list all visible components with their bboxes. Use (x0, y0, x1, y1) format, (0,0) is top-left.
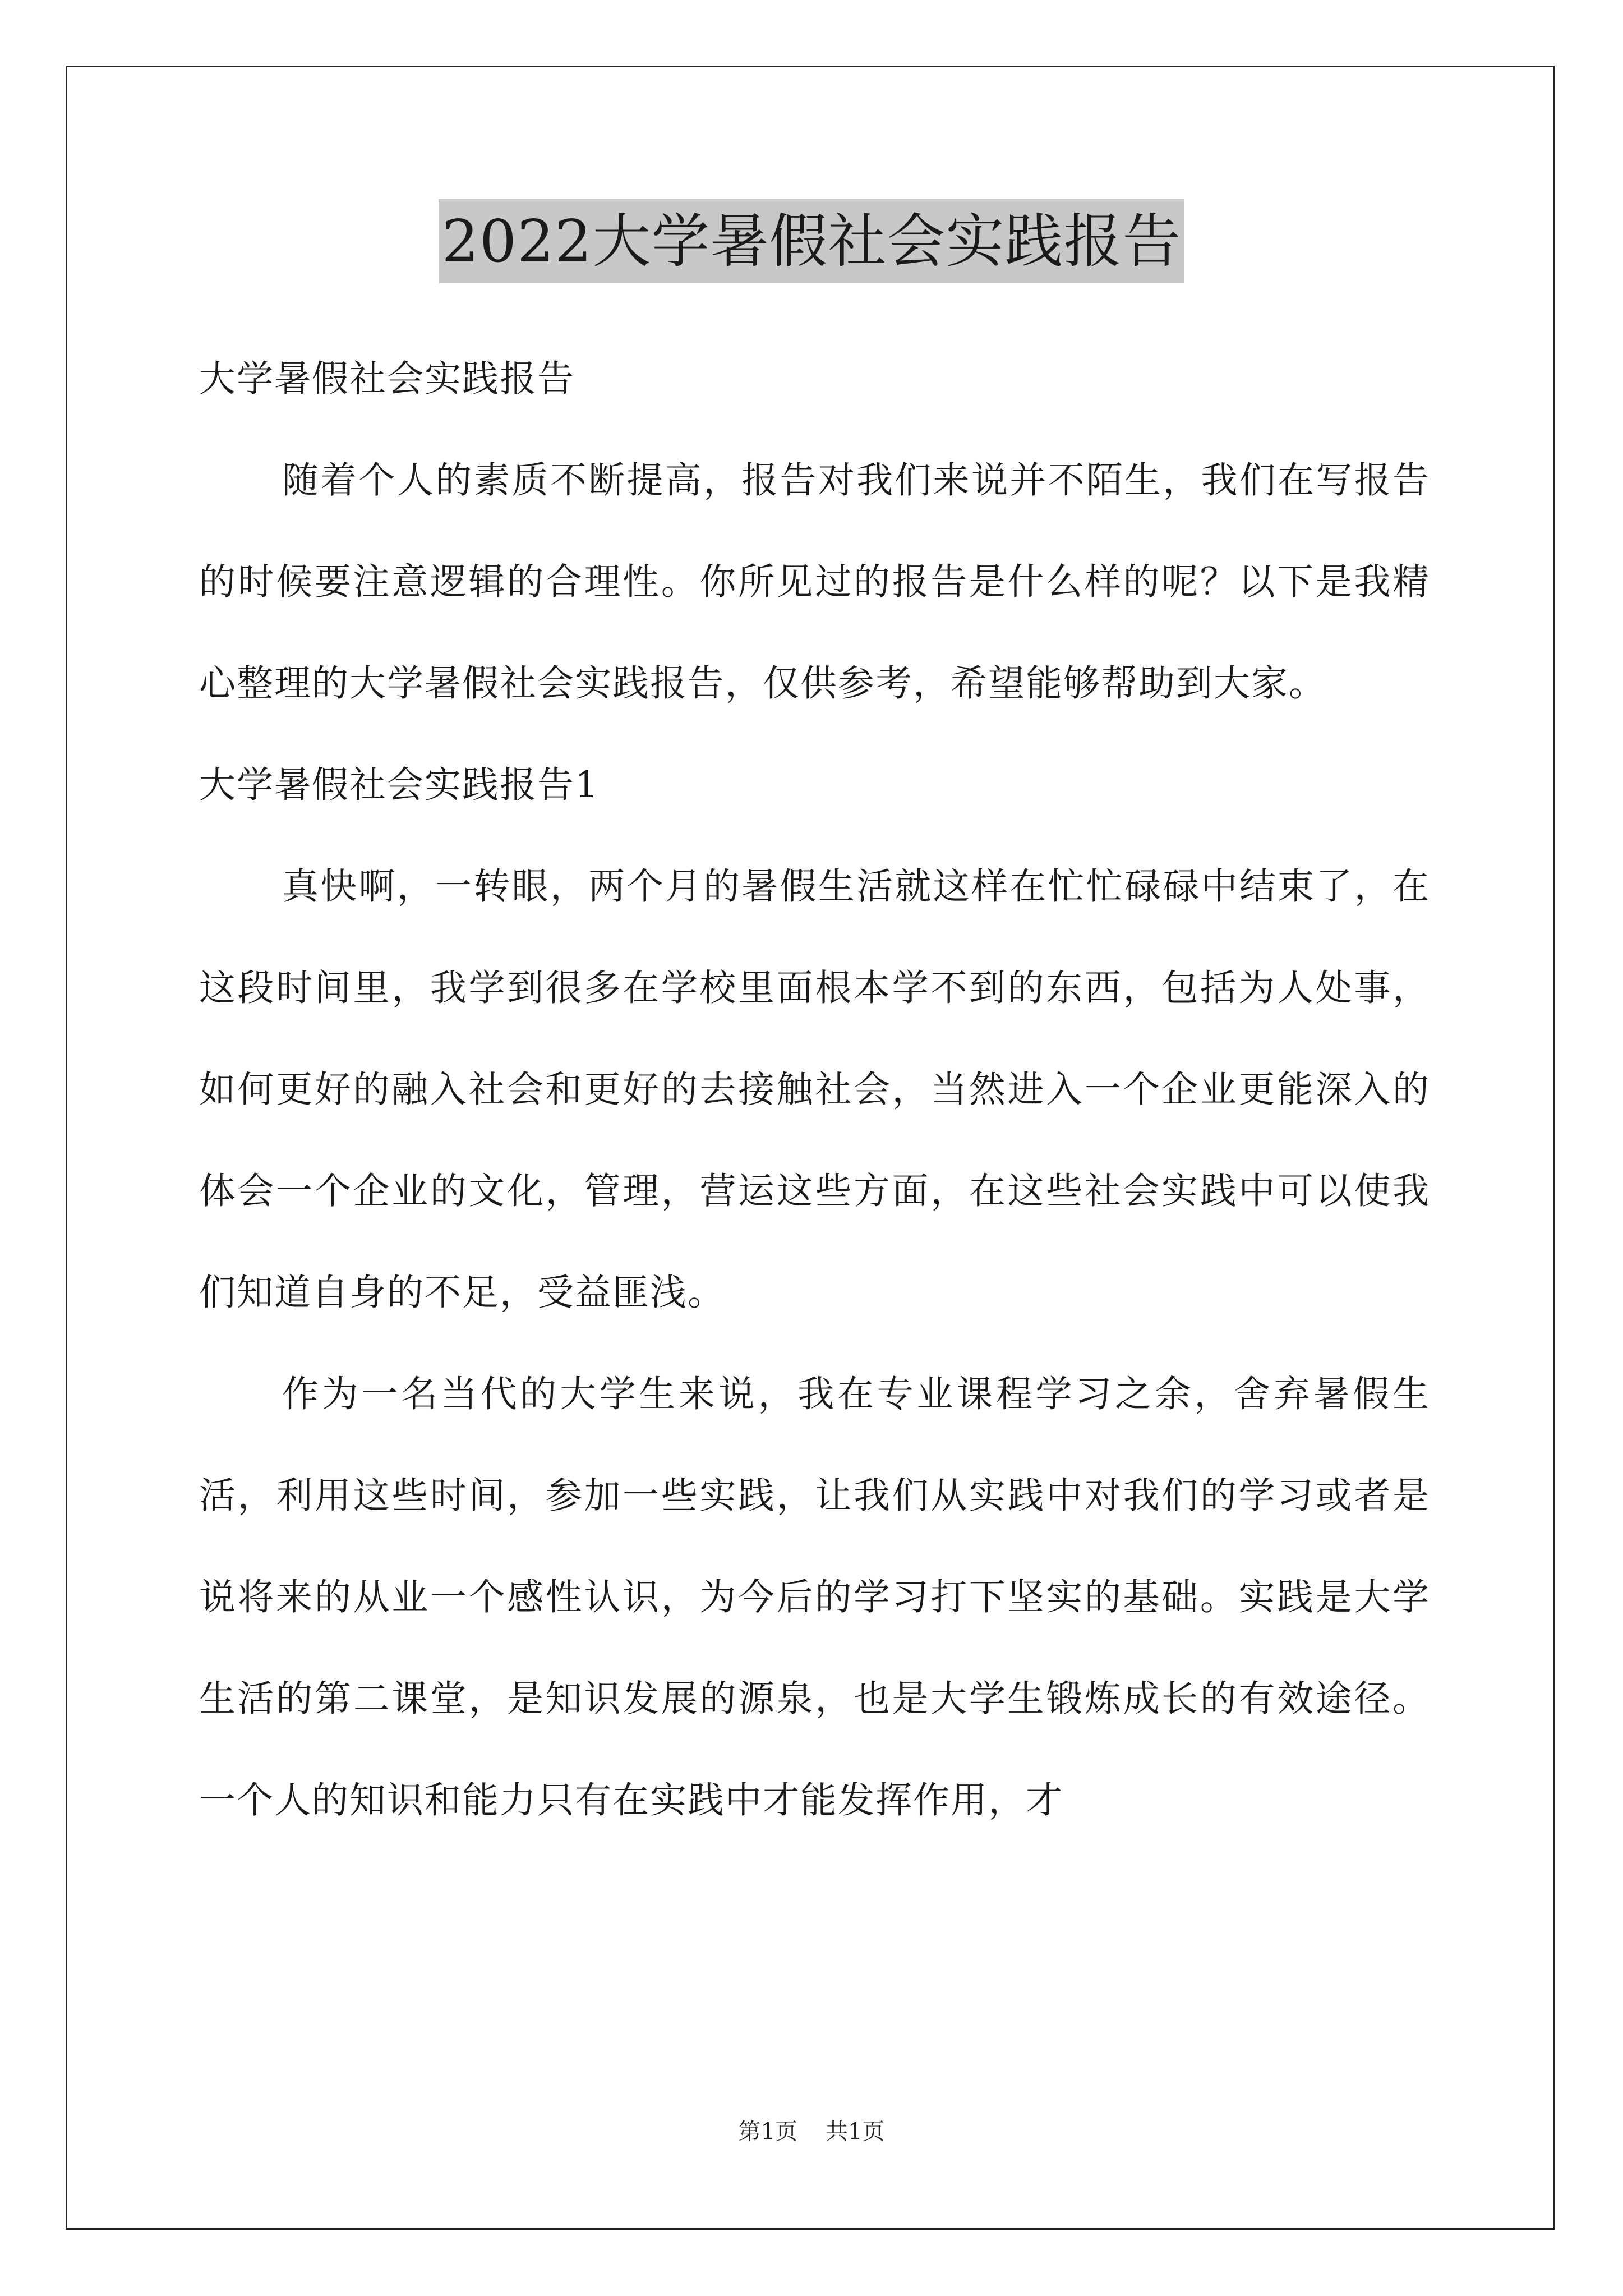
document-title: 2022大学暑假社会实践报告 (439, 199, 1185, 283)
paragraph-intro: 随着个人的素质不断提高，报告对我们来说并不陌生，我们在写报告的时候要注意逻辑的合理性。你所见过的报告是什么样的呢？以下是我精心整理的大学暑假社会实践报告，仅供参考，希望能够帮助到大家。 (199, 459, 1430, 705)
page-number: 第1页 (738, 2119, 797, 2145)
paragraph-body-1: 真快啊，一转眼，两个月的暑假生活就这样在忙忙碌碌中结束了，在这段时间里，我学到很多在学校里面根本学不到的东西，包括为人处事，如何更好的融入社会和更好的去接触社会，当然进入一个企业更能深入的体会一个企业的文化，管理，营运这些方面，在这些社会实践中可以使我们知道自身的不足，受益匪浅。 (199, 866, 1430, 1314)
paragraph-body-2: 作为一名当代的大学生来说，我在专业课程学习之余，舍弃暑假生活，利用这些时间，参加一些实践，让我们从实践中对我们的学习或者是说将来的从业一个感性认识，为今后的学习打下坚实的基础。实践是大学生活的第二课堂，是知识发展的源泉，也是大学生锻炼成长的有效途径。一个人的知识和能力只有在实践中才能发挥作用，才 (199, 1373, 1430, 1821)
paragraph-heading: 大学暑假社会实践报告 (199, 358, 575, 400)
page-footer (0, 2115, 1623, 2148)
document-body (199, 328, 1430, 1851)
page-total: 共1页 (826, 2119, 885, 2145)
paragraph-section-heading: 大学暑假社会实践报告1 (199, 764, 600, 806)
title-container (0, 199, 1623, 283)
